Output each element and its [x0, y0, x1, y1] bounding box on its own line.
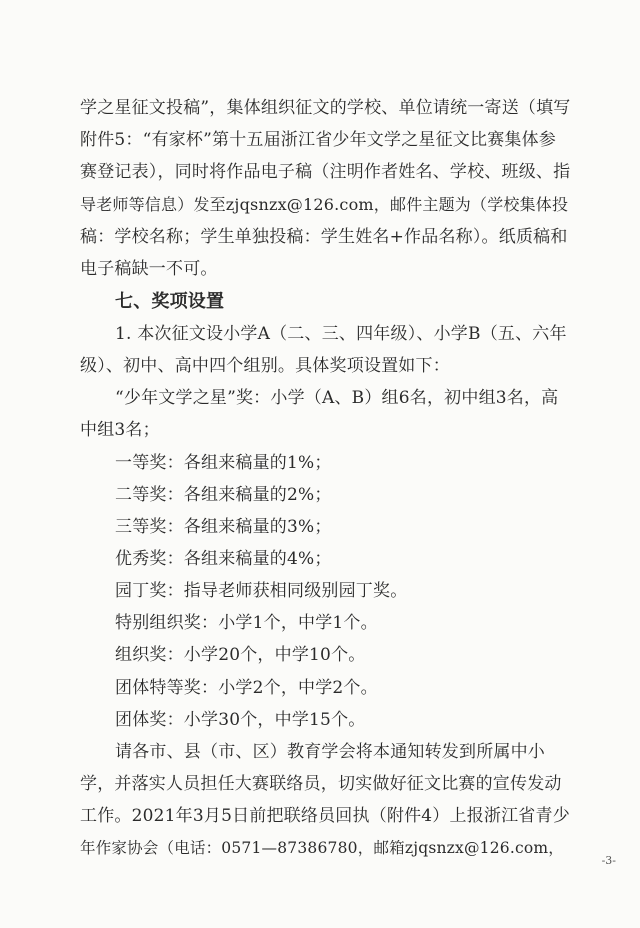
text-line: 稿：学校名称；学生单独投稿：学生姓名+作品名称）。纸质稿和: [80, 227, 568, 247]
award-item: 一等奖：各组来稿量的1%；: [115, 453, 332, 473]
text-line: 中组3名；: [80, 420, 160, 440]
text-line: “少年文学之星”奖：小学（A、B）组6名，初中组3名，高: [115, 388, 559, 408]
text-line: 电子稿缺一不可。: [80, 259, 218, 279]
award-item: 园丁奖：指导老师获相同级别园丁奖。: [115, 581, 408, 601]
award-item: 三等奖：各组来稿量的3%；: [115, 517, 332, 537]
text-line: 学，并落实人员担任大赛联络员，切实做好征文比赛的宣传发动: [80, 774, 562, 794]
text-line: 年作家协会（电话：0571—87386780，邮箱zjqsnzx@126.com，: [80, 839, 565, 857]
award-item: 特别组织奖：小学1个，中学1个。: [115, 613, 378, 633]
text-line: 学之星征文投稿”，集体组织征文的学校、单位请统一寄送（填写: [80, 98, 571, 118]
award-item: 团体奖：小学30个，中学15个。: [115, 710, 366, 730]
text-line: 导老师等信息）发至zjqsnzx@126.com，邮件主题为（学校集体投: [80, 195, 569, 214]
text-line: 工作。2021年3月5日前把联络员回执（附件4）上报浙江省青少: [80, 806, 570, 826]
text-line: 赛登记表），同时将作品电子稿（注明作者姓名、学校、班级、指: [80, 162, 571, 182]
award-item: 二等奖：各组来稿量的2%；: [115, 485, 332, 505]
text-line: 级）、初中、高中四个组别。具体奖项设置如下：: [80, 356, 450, 376]
award-item: 团体特等奖：小学2个，中学2个。: [115, 678, 378, 698]
text-line: 请各市、县（市、区）教育学会将本通知转发到所属中小: [115, 742, 545, 762]
text-line: 附件5：“有家杯”第十五届浙江省少年文学之星征文比赛集体参: [80, 130, 556, 150]
award-item: 优秀奖：各组来稿量的4%；: [115, 549, 332, 569]
text-line: 1. 本次征文设小学A（二、三、四年级）、小学B（五、六年: [115, 324, 567, 344]
page-number: -3-: [601, 854, 616, 867]
section-heading: 七、奖项设置: [115, 291, 225, 312]
award-item: 组织奖：小学20个，中学10个。: [115, 645, 366, 665]
